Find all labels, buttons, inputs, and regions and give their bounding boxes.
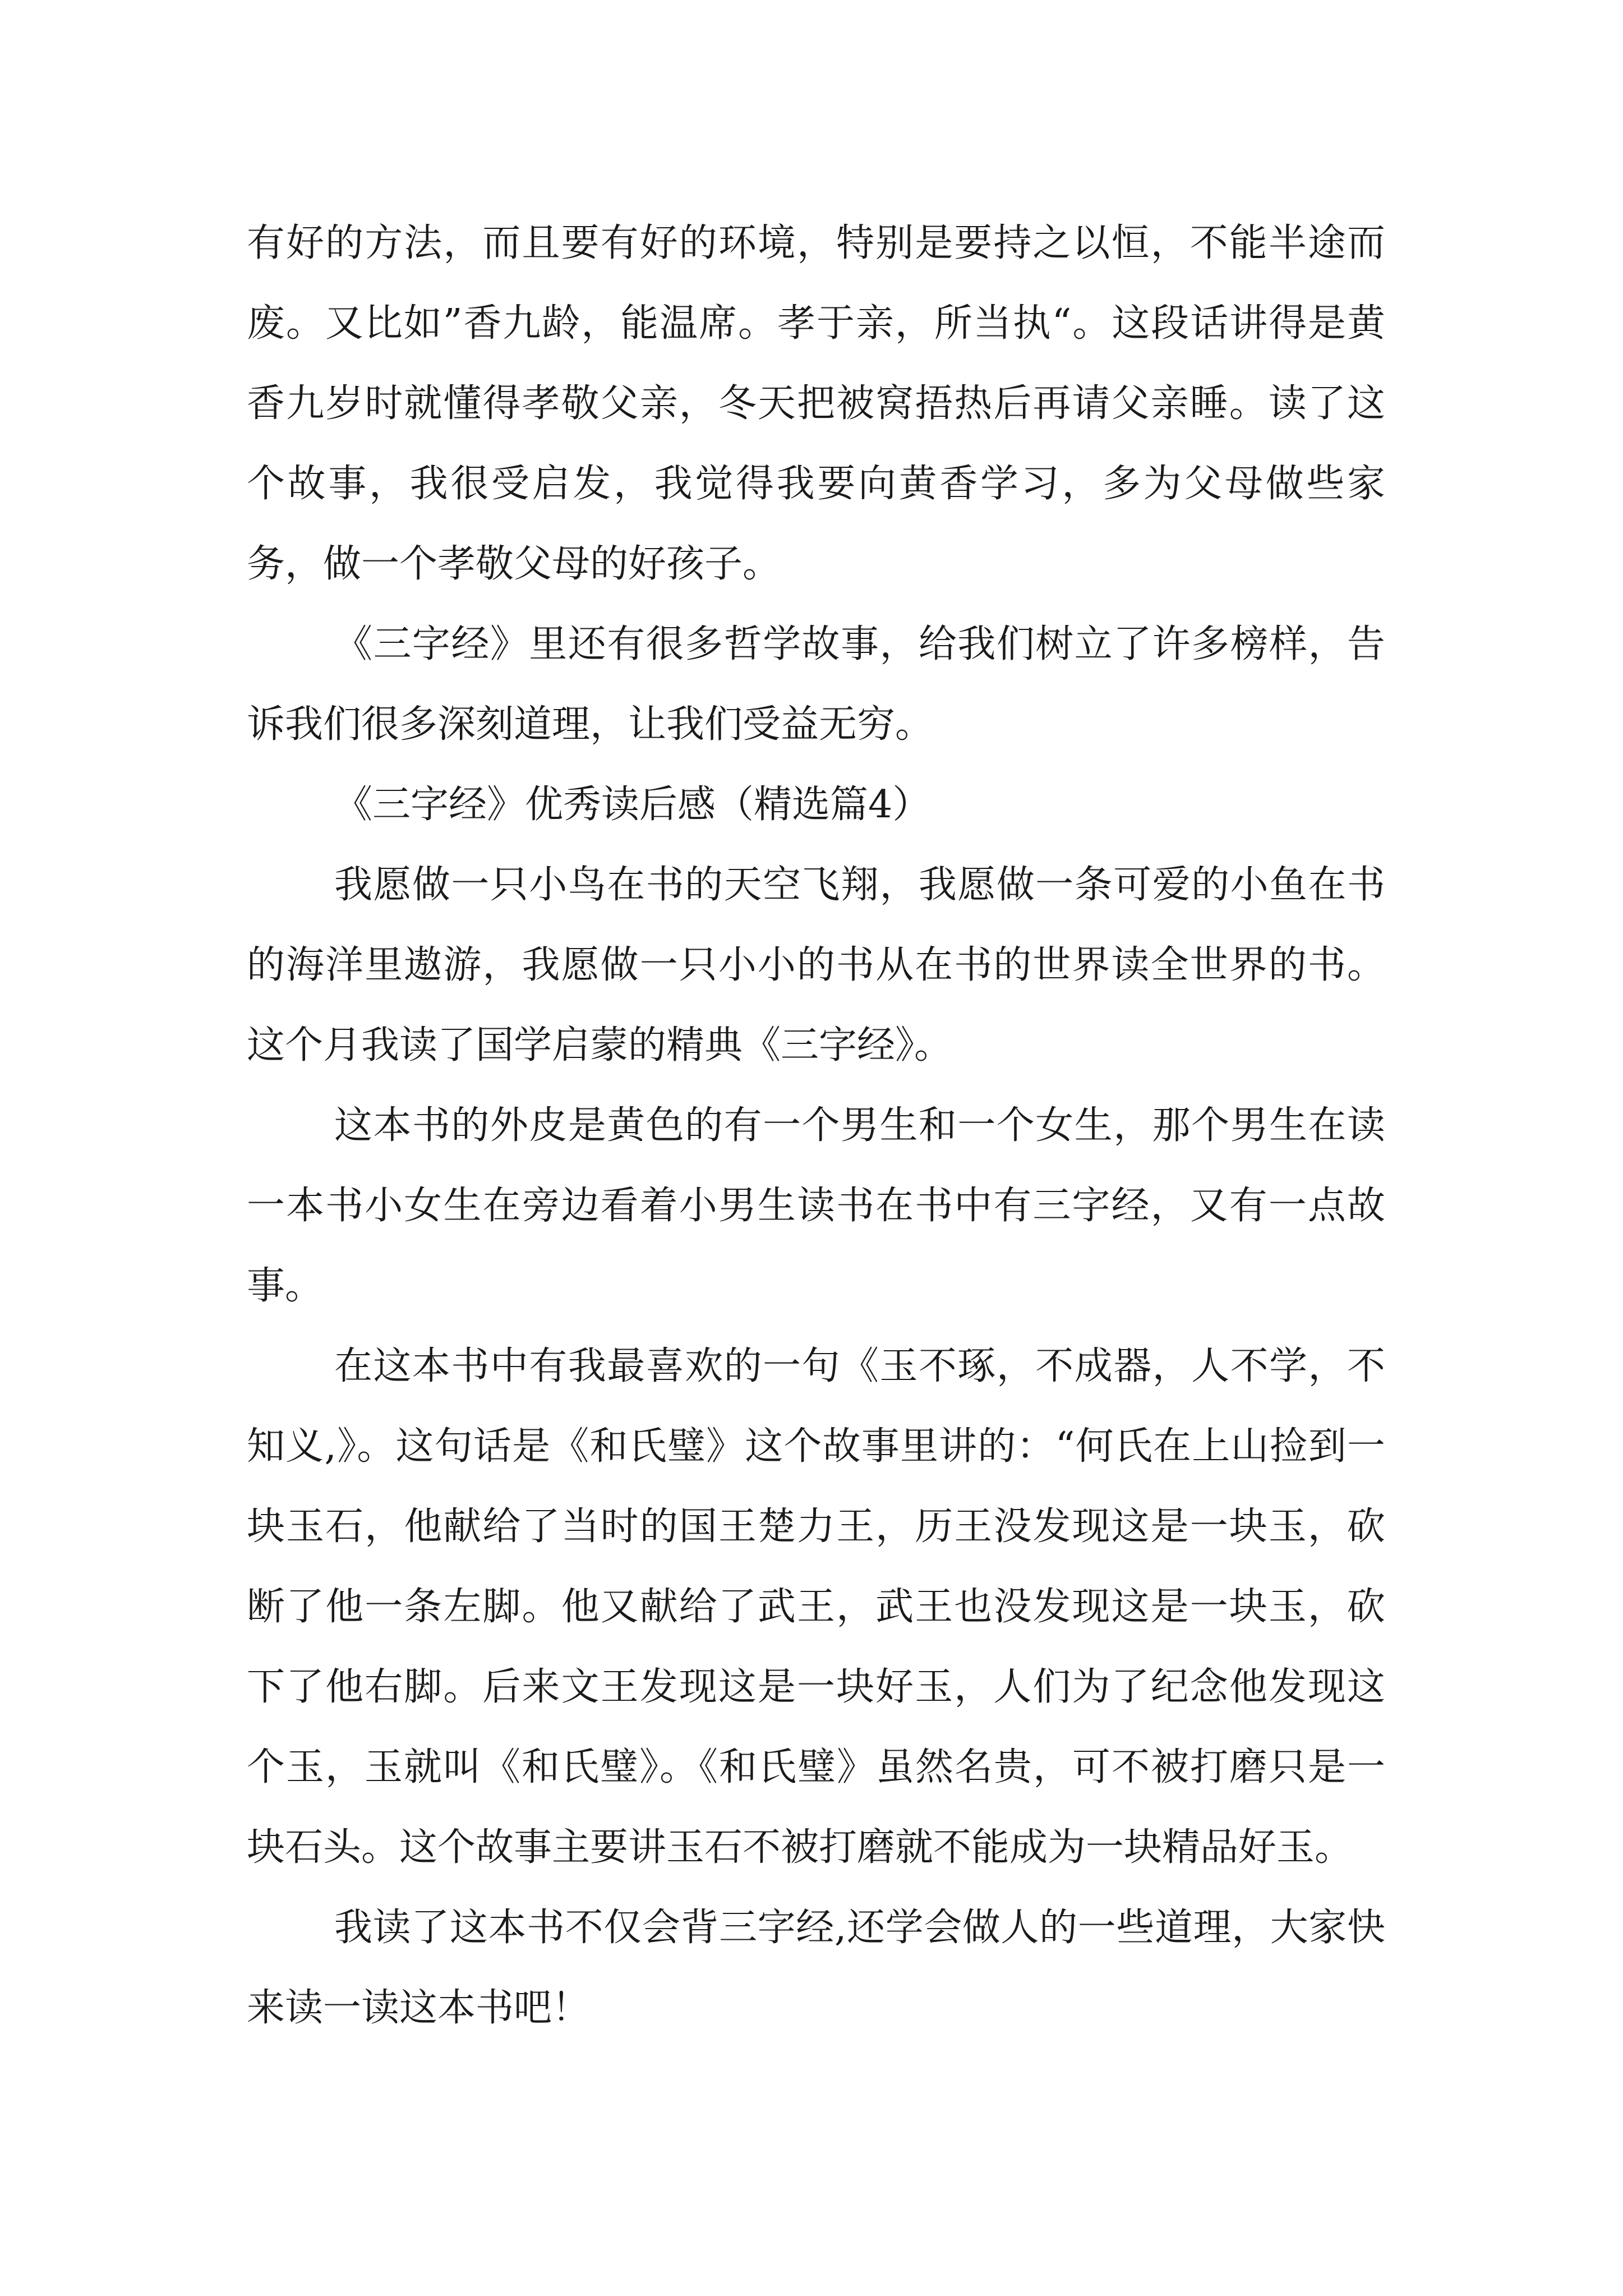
section-heading: 《三字经》优秀读后感（精选篇4） (334, 783, 931, 827)
paragraph: 我读了这本书不仅会背三字经,还学会做人的一些道理，大家快来读一读这本书吧！ (247, 1906, 1385, 2030)
paragraph: 我愿做一只小鸟在书的天空飞翔，我愿做一条可爱的小鱼在书的海洋里遨游，我愿做一只小小的书从在书的世界读全世界的书。这个月我读了国学启蒙的精典《三字经》。 (247, 863, 1385, 1068)
paragraph: 在这本书中有我最喜欢的一句《玉不琢，不成器，人不学，不知义,》。这句话是《和氏璧》这个故事里讲的：“何氏在上山捡到一块玉石，他献给了当时的国王楚力王，历王没发现这是一块玉，砍断了他一条左脚。他又献给了武王，武王也没发现这是一块玉，砍下了他右脚。后来文王发现这是一块好玉，人们为了纪念他发现这个玉，玉就叫《和氏璧》。《和氏璧》虽然名贵，可不被打磨只是一块石头。这个故事主要讲玉石不被打磨就不能成为一块精品好玉。 (247, 1344, 1385, 1870)
document-body (247, 203, 1385, 2048)
paragraph-continuation: 有好的方法，而且要有好的环境，特别是要持之以恒，不能半途而废。又比如”香九龄，能温席。孝于亲，所当执“。这段话讲得是黄香九岁时就懂得孝敬父亲，冬天把被窝捂热后再请父亲睡。读了这个故事，我很受启发，我觉得我要向黄香学习，多为父母做些家务，做一个孝敬父母的好孩子。 (247, 221, 1385, 586)
paragraph: 这本书的外皮是黄色的有一个男生和一个女生，那个男生在读一本书小女生在旁边看着小男生读书在书中有三字经，又有一点故事。 (247, 1103, 1385, 1308)
paragraph: 《三字经》里还有很多哲学故事，给我们树立了许多榜样，告诉我们很多深刻道理，让我们受益无穷。 (247, 622, 1385, 747)
